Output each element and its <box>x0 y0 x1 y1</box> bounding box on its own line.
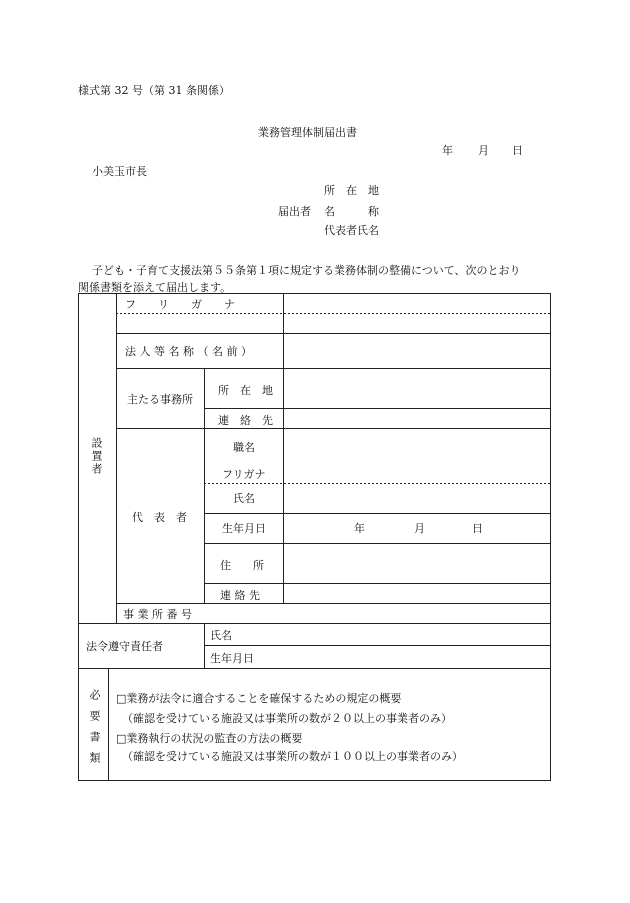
applicant-representative-label: 代表者氏名 <box>324 224 379 237</box>
section-setchisha: 設置者 <box>90 437 103 476</box>
date-year: 年 <box>442 144 453 157</box>
date-month: 月 <box>478 144 489 157</box>
compliance-officer-label: 法令遵守責任者 <box>86 640 163 653</box>
rep-birth-month: 月 <box>414 522 425 535</box>
doc2-note: （確認を受けている施設又は事業所の数が１００以上の事業者のみ） <box>122 750 463 763</box>
corp-name-label: 法 人 等 名 称 （ 名 前 ） <box>125 345 252 358</box>
doc2-item: □業務執行の状況の監査の方法の概要 <box>116 732 303 745</box>
doc1-note: （確認を受けている施設又は事業所の数が２０以上の事業者のみ） <box>122 712 452 725</box>
compliance-name-label: 氏名 <box>210 629 232 642</box>
rep-furigana-label: フリガナ <box>222 468 266 481</box>
rep-birth-year: 年 <box>354 522 365 535</box>
rep-birth-label: 生年月日 <box>222 522 266 535</box>
intro-line-1: 子ども・子育て支援法第５５条第１項に規定する業務体制の整備について、次のとおり <box>92 264 521 277</box>
date-day: 日 <box>512 144 523 157</box>
required-docs-label: 必要書類 <box>88 689 101 773</box>
main-office-label: 主たる事務所 <box>127 393 193 406</box>
form-number: 様式第 32 号（第 31 条関係） <box>78 84 230 97</box>
addressee: 小美玉市長 <box>92 165 147 178</box>
rep-title-label: 職名 <box>233 441 255 454</box>
applicant-prefix: 届出者 <box>278 205 311 218</box>
applicant-name-label: 名 称 <box>324 205 379 218</box>
office-number-label: 事 業 所 番 号 <box>123 608 192 621</box>
doc1-item: □業務が法令に適合することを確保するための規定の概要 <box>116 692 402 705</box>
rep-address-label: 住 所 <box>220 559 264 572</box>
applicant-location-label: 所 在 地 <box>324 184 379 197</box>
rep-birth-day: 日 <box>472 522 483 535</box>
office-contact-label: 連 絡 先 <box>218 414 273 427</box>
registration-table <box>78 293 551 781</box>
table-grid <box>78 293 551 781</box>
page-title: 業務管理体制届出書 <box>258 126 357 139</box>
representative-label: 代 表 者 <box>132 511 187 524</box>
furigana-label: フ リ ガ ナ <box>125 298 235 311</box>
table-border <box>79 294 551 781</box>
rep-contact-label: 連 絡 先 <box>220 589 260 602</box>
intro-line-2: 関係書類を添えて届出します。 <box>78 281 232 294</box>
office-location-label: 所 在 地 <box>218 384 273 397</box>
rep-name-label: 氏名 <box>233 492 255 505</box>
compliance-birth-label: 生年月日 <box>210 652 254 665</box>
